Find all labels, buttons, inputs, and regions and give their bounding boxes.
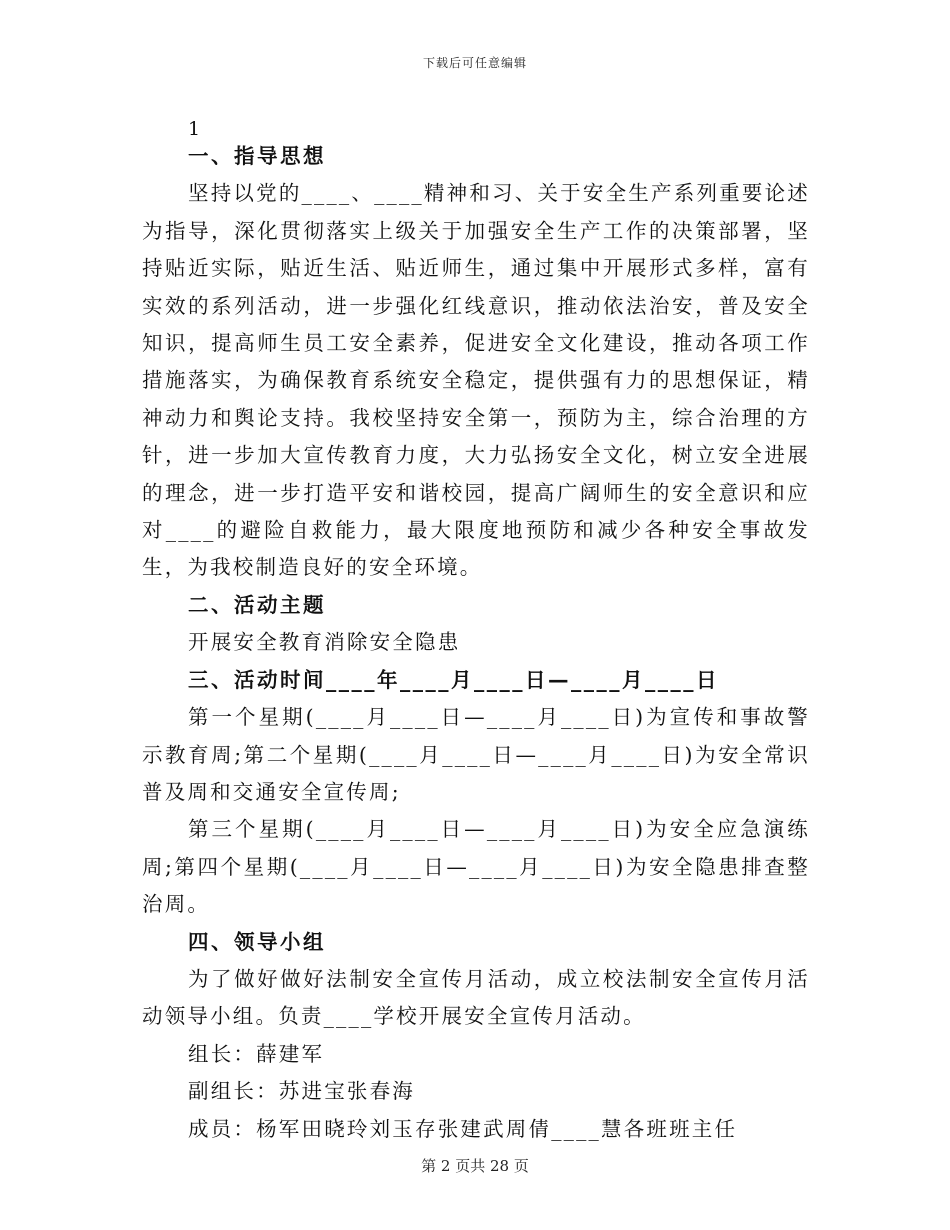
document-body [142, 138, 810, 1148]
page-marker: 1 [188, 118, 201, 140]
section-heading-theme: 二、活动主题 [188, 592, 326, 617]
section-body-time-weeks-1-2: 第一个星期(____月____日—____月____日)为宣传和事故警示教育周;第二个星期(____月____日—____月____日)为安全常识普及周和交通安全宣传周; [142, 705, 810, 804]
members-line: 成员：杨军田晓玲刘玉存张建武周倩____慧各班班主任 [188, 1116, 738, 1141]
section-body-time-weeks-3-4: 第三个星期(____月____日—____月____日)为安全应急演练周;第四个星期(____月____日—____月____日)为安全隐患排查整治周。 [142, 817, 810, 917]
section-body-guiding-ideology: 坚持以党的____、____精神和习、关于安全生产系列重要论述为指导，深化贯彻落实上级关于加强安全生产工作的决策部署，坚持贴近实际，贴近生活、贴近师生，通过集中开展形式多样，富有实效的系列活动，进一步强化红线意识，推动依法治安，普及安全知识，提高师生员工安全素养，促进安全文化建设，推动各项工作措施落实，为确保教育系统安全稳定，提供强有力的思想保证，精神动力和舆论支持。我校坚持安全第一，预防为主，综合治理的方针，进一步加大宣传教育力度，大力弘扬安全文化，树立安全进展的理念，进一步打造平安和谐校园，提高广阔师生的安全意识和应对____的避险自救能力，最大限度地预防和减少各种安全事故发生，为我校制造良好的安全环境。 [142, 181, 810, 580]
section-heading-time: 三、活动时间____年____月____日—____月____日 [188, 667, 719, 692]
section-body-theme: 开展安全教育消除安全隐患 [188, 630, 461, 655]
section-body-leadership: 为了做好做好法制安全宣传月活动，成立校法制安全宣传月活动领导小组。负责____学校开展安全宣传月活动。 [142, 966, 810, 1029]
vice-leader-line: 副组长：苏进宝张春海 [188, 1079, 415, 1104]
section-heading-guiding-ideology: 一、指导思想 [188, 144, 326, 168]
page-footer: 第 2 页共 28 页 [421, 1157, 529, 1175]
leader-line: 组长：薛建军 [188, 1041, 325, 1066]
page-header: 下载后可任意编辑 [422, 56, 527, 70]
section-heading-leadership: 四、领导小组 [188, 929, 326, 954]
